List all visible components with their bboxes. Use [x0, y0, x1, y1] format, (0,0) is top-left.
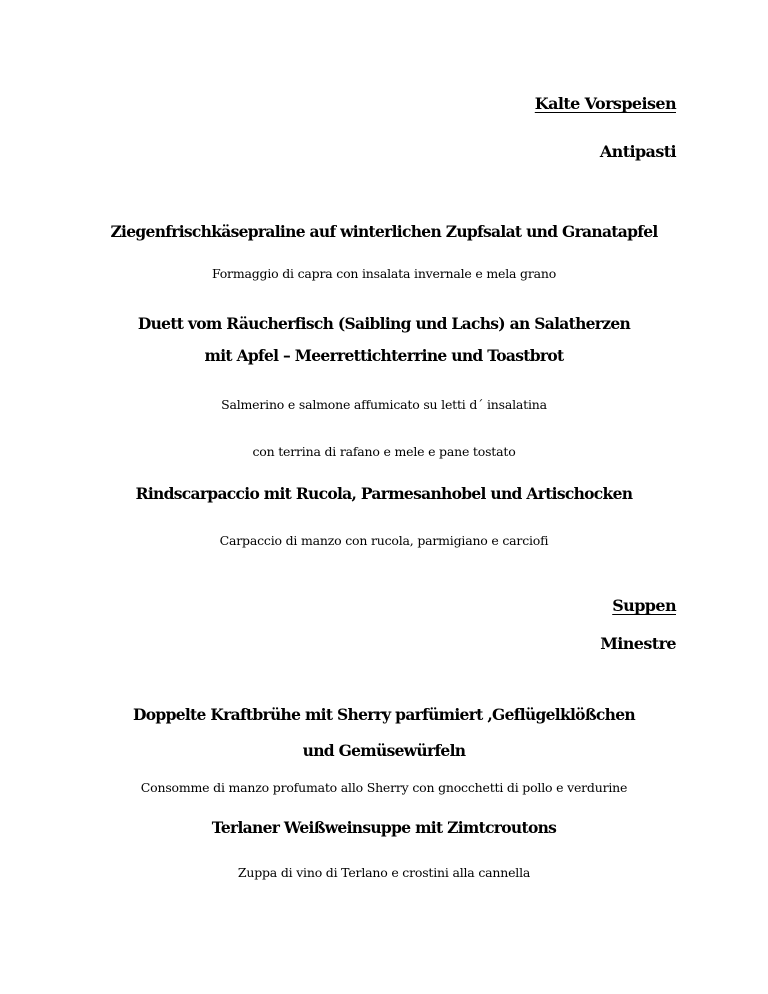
- section-title-soups-it: Minestre: [600, 634, 676, 653]
- dish-4-title-line-2: und Gemüsewürfeln: [302, 741, 466, 760]
- dish-5-title: Terlaner Weißweinsuppe mit Zimtcroutons: [211, 818, 557, 837]
- dish-3-description: Carpaccio di manzo con rucola, parmigiano e carciofi: [219, 533, 549, 548]
- section-title-cold-it: Antipasti: [599, 142, 676, 161]
- dish-2-description-line-2: con terrina di rafano e mele e pane tostato: [252, 444, 516, 459]
- dish-4-description: Consomme di manzo profumato allo Sherry con gnocchetti di pollo e verdurine: [140, 780, 628, 795]
- dish-3-title: Rindscarpaccio mit Rucola, Parmesanhobel und Artischocken: [135, 484, 633, 503]
- dish-2-description-line-1: Salmerino e salmone affumicato su letti d´ insalatina: [221, 397, 547, 412]
- dish-2-title-line-1: Duett vom Räucherfisch (Saibling und Lachs) an Salatherzen: [137, 314, 631, 333]
- dish-4-title-line-1: Doppelte Kraftbrühe mit Sherry parfümiert ,Geflügelklößchen: [133, 705, 635, 724]
- dish-5-description: Zuppa di vino di Terlano e crostini alla cannella: [237, 865, 531, 880]
- dish-1-description: Formaggio di capra con insalata invernale e mela grano: [211, 266, 557, 281]
- dish-2-title-line-2: mit Apfel – Meerrettichterrine und Toastbrot: [204, 346, 564, 365]
- section-title-cold-de: Kalte Vorspeisen: [534, 94, 676, 113]
- section-title-soups-de: Suppen: [612, 596, 676, 615]
- dish-1-title: Ziegenfrischkäsepraline auf winterlichen Zupfsalat und Granatapfel: [110, 222, 658, 241]
